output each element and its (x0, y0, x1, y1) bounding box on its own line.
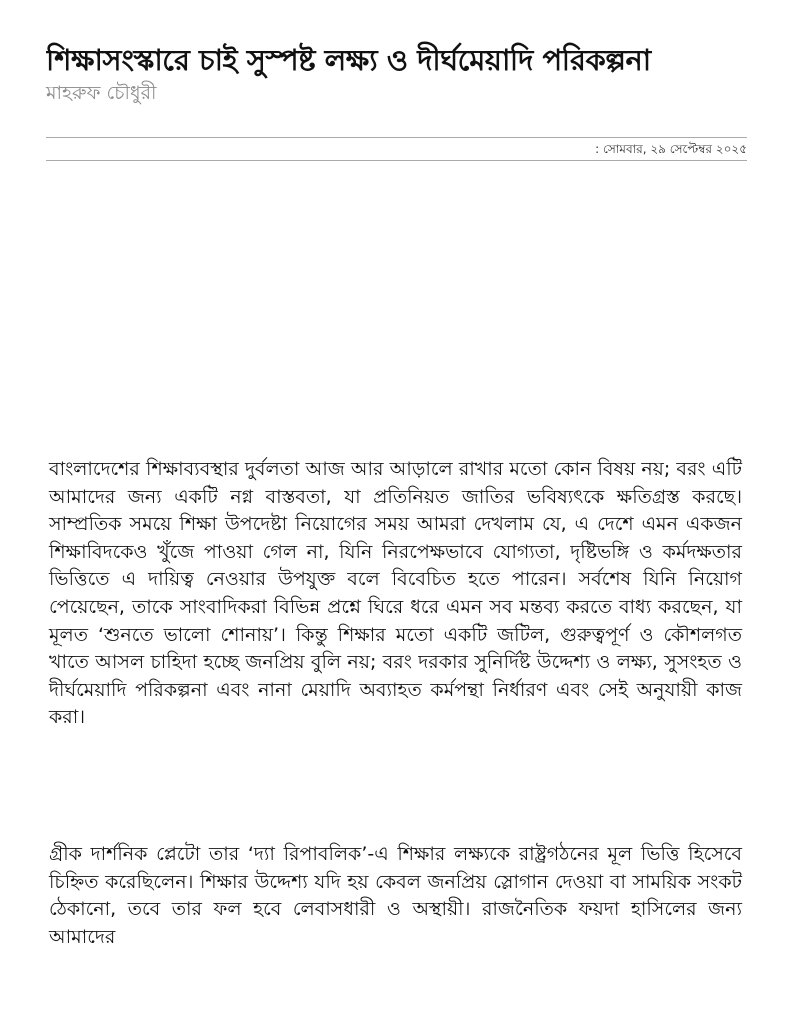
header-divider-top (46, 137, 747, 138)
article-paragraph-1: বাংলাদেশের শিক্ষাব্যবস্থার দুর্বলতা আজ আর আড়ালে রাখার মতো কোন বিষয় নয়; বরং এটি আমাদের জন্য একটি নগ্ন বাস্তবতা, যা প্রতিনিয়ত জাতির ভবিষ্যৎকে ক্ষতিগ্রস্ত করছে। সাম্প্রতিক সময়ে শিক্ষা উপদেষ্টা নিয়োগের সময় আমরা দেখলাম যে, এ দেশে এমন একজন শিক্ষাবিদকেও খুঁজে পাওয়া গেল না, যিনি নিরপেক্ষভাবে যোগ্যতা, দৃষ্টিভঙ্গি ও কর্মদক্ষতার ভিত্তিতে এ দায়িত্ব নেওয়ার উপযুক্ত বলে বিবেচিত হতে পারেন। সর্বশেষ যিনি নিয়োগ পেয়েছেন, তাকে সাংবাদিকরা বিভিন্ন প্রশ্নে ঘিরে ধরে এমন সব মন্তব্য করতে বাধ্য করছেন, যা মূলত ‘শুনতে ভালো শোনায়’। কিন্তু শিক্ষার মতো একটি জটিল, গুরুত্বপূর্ণ ও কৌশলগত খাতে আসল চাহিদা হচ্ছে জনপ্রিয় বুলি নয়; বরং দরকার সুনির্দিষ্ট উদ্দেশ্য ও লক্ষ্য, সুসংহত ও দীর্ঘমেয়াদি পরিকল্পনা এবং নানা মেয়াদি অব্যাহত কর্মপন্থা নির্ধারণ এবং সেই অনুযায়ী কাজ করা। (49, 458, 742, 729)
header-divider-bottom (46, 160, 747, 161)
article-author: মাহরুফ চৌধুরী (46, 82, 157, 104)
article-image-area (46, 175, 747, 440)
article-paragraph-2: গ্রীক দার্শনিক প্লেটো তার ‘দ্যা রিপাবলিক’-এ শিক্ষার লক্ষ্যকে রাষ্ট্রগঠনের মূল ভিত্তি হিসেবে চিহ্নিত করেছিলেন। শিক্ষার উদ্দেশ্য যদি হয় কেবল জনপ্রিয় স্লোগান দেওয়া বা সাময়িক সংকট ঠেকানো, তবে তার ফল হবে লেবাসধারী ও অস্থায়ী। রাজনৈতিক ফয়দা হাসিলের জন্য আমাদের (49, 843, 742, 948)
article-title: শিক্ষাসংস্কারে চাই সুস্পষ্ট লক্ষ্য ও দীর্ঘমেয়াদি পরিকল্পনা (46, 43, 651, 77)
publication-date: : সোমবার, ২৯ সেপ্টেম্বর ২০২৫ (595, 142, 747, 156)
